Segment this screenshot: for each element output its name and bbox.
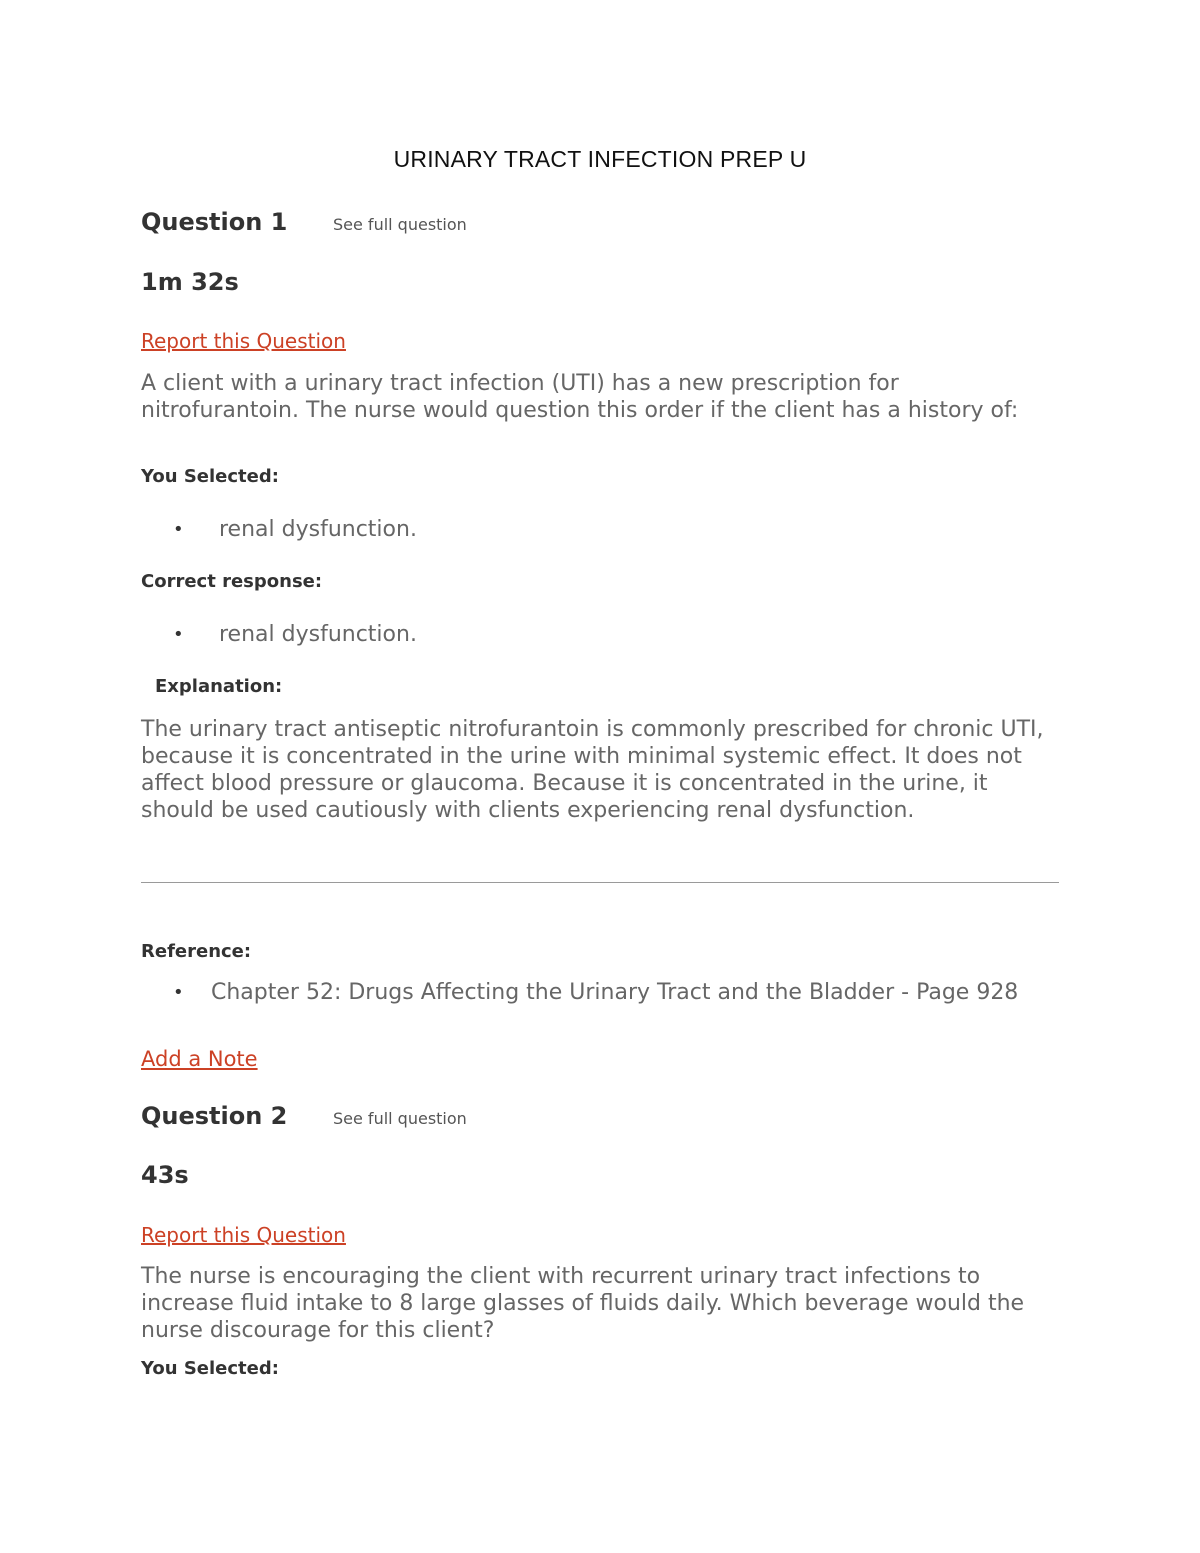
question-2-see-full-link[interactable]: See full question [333, 1109, 467, 1128]
question-2-header [141, 1102, 467, 1130]
question-2-prompt: The nurse is encouraging the client with recurrent urinary tract infections to increase fluid intake to 8 large glasses of fluids daily. Which beverage would the nurse discourage for this client? [141, 1264, 1025, 1343]
question-1-explanation: The urinary tract antiseptic nitrofurantoin is commonly prescribed for chronic UTI, because it is concentrated in the urine with minimal systemic effect. It does not affect blood pressure or glaucoma. Because it is concentrated in the urine, it should be used cautiously with clients experiencing renal dysfunction. [141, 717, 1044, 823]
question-2-report-link[interactable]: Report this Question [141, 1223, 346, 1247]
question-1-title: Question 1 [141, 208, 288, 236]
question-2-timer: 43s [141, 1161, 189, 1189]
section-divider [141, 882, 1059, 883]
question-1-reference-label: Reference: [141, 941, 252, 962]
document-title: URINARY TRACT INFECTION PREP U [393, 146, 807, 172]
bullet-icon: • [173, 519, 184, 540]
question-1-explanation-label: Explanation: [155, 676, 283, 697]
question-1-correct-answer [173, 621, 1053, 649]
selected-answer-text: renal dysfunction. [219, 517, 417, 542]
question-1-report-link[interactable]: Report this Question [141, 329, 346, 353]
question-2-selected-label: You Selected: [141, 1358, 279, 1379]
question-1-add-note-link[interactable]: Add a Note [141, 1047, 258, 1071]
question-2-title: Question 2 [141, 1102, 288, 1130]
question-1-reference-item [173, 979, 1053, 1007]
bullet-icon: • [173, 624, 184, 645]
question-1-correct-label: Correct response: [141, 571, 323, 592]
reference-text: Chapter 52: Drugs Affecting the Urinary Tract and the Bladder - Page 928 [211, 980, 1019, 1005]
question-1-selected-answer [173, 516, 1053, 544]
correct-answer-text: renal dysfunction. [219, 622, 417, 647]
question-1-prompt: A client with a urinary tract infection (UTI) has a new prescription for nitrofurantoin. The nurse would question this order if the client has a history of: [141, 371, 1019, 423]
question-1-selected-label: You Selected: [141, 466, 279, 487]
question-1-header [141, 208, 467, 236]
question-1-see-full-link[interactable]: See full question [333, 215, 467, 234]
bullet-icon: • [173, 982, 184, 1003]
question-1-timer: 1m 32s [141, 268, 239, 296]
